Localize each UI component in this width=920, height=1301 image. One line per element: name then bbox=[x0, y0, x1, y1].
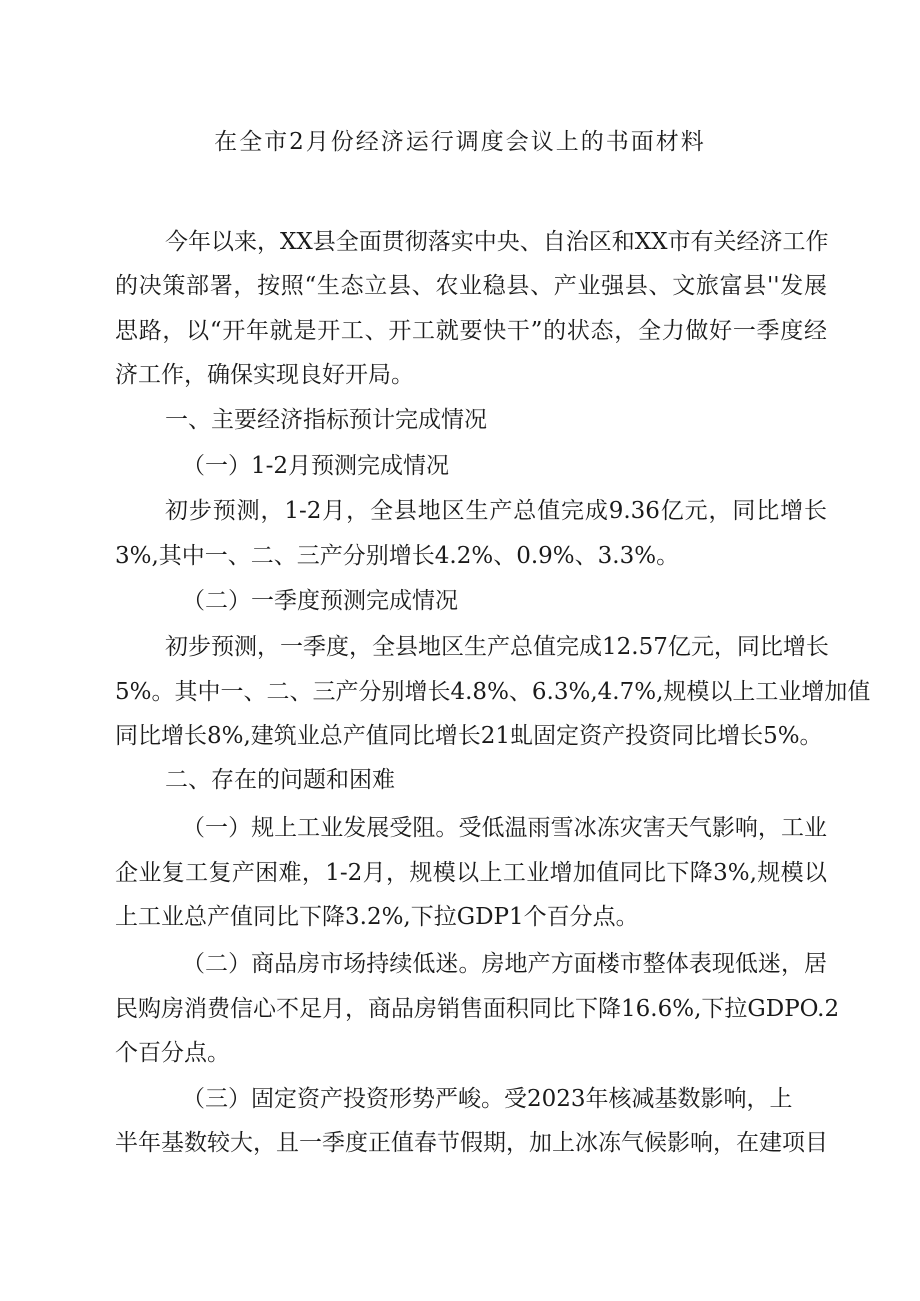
paragraph-line: 初步预测，1-2月，全县地区生产总值完成9.36亿元，同比增长 bbox=[165, 498, 827, 524]
section-heading: 二、存在的问题和困难 bbox=[165, 767, 395, 793]
paragraph-line: 初步预测，一季度，全县地区生产总值完成12.57亿元，同比增长 bbox=[165, 634, 829, 660]
subsection-heading: （二）一季度预测完成情况 bbox=[182, 588, 458, 614]
paragraph-line: （一）规上工业发展受阻。受低温雨雪冰冻灾害天气影响，工业 bbox=[182, 815, 827, 841]
paragraph-line: 半年基数较大，且一季度正值春节假期，加上冰冻气候影响，在建项目 bbox=[115, 1130, 828, 1156]
paragraph-line: 5%。其中一、二、三产分别增长4.8%、6.3%,4.7%,规模以上工业增加值 bbox=[115, 679, 871, 705]
paragraph-line: 的决策部署，按照“生态立县、农业稳县、产业强县、文旅富县''发展 bbox=[115, 273, 827, 299]
paragraph-line: （二）商品房市场持续低迷。房地产方面楼市整体表现低迷，居 bbox=[182, 951, 827, 977]
paragraph-line: 个百分点。 bbox=[115, 1040, 230, 1066]
document-title: 在全市2月份经济运行调度会议上的书面材料 bbox=[214, 129, 706, 155]
paragraph-line: 思路，以“开年就是开工、开工就要快干”的状态，全力做好一季度经 bbox=[115, 318, 827, 344]
paragraph-line: 上工业总产值同比下降3.2%,下拉GDP1个百分点。 bbox=[115, 904, 639, 930]
subsection-heading: （一）1-2月预测完成情况 bbox=[182, 453, 450, 479]
paragraph-line: 同比增长8%,建筑业总产值同比增长21虬固定资产投资同比增长5%。 bbox=[115, 723, 823, 749]
paragraph-line: 3%,其中一、二、三产分别增长4.2%、0.9%、3.3%。 bbox=[115, 543, 680, 569]
paragraph-line: 民购房消费信心不足月，商品房销售面积同比下降16.6%,下拉GDPO.2 bbox=[115, 996, 840, 1022]
section-heading: 一、主要经济指标预计完成情况 bbox=[165, 407, 487, 433]
paragraph-line: 企业复工复产困难，1-2月，规模以上工业增加值同比下降3%,规模以 bbox=[115, 860, 827, 886]
paragraph-line: 济工作，确保实现良好开局。 bbox=[115, 362, 414, 388]
paragraph-line: 今年以来，XX县全面贯彻落实中央、自治区和XX市有关经济工作 bbox=[165, 229, 829, 255]
paragraph-line: （三）固定资产投资形势严峻。受2023年核减基数影响，上 bbox=[182, 1086, 793, 1112]
